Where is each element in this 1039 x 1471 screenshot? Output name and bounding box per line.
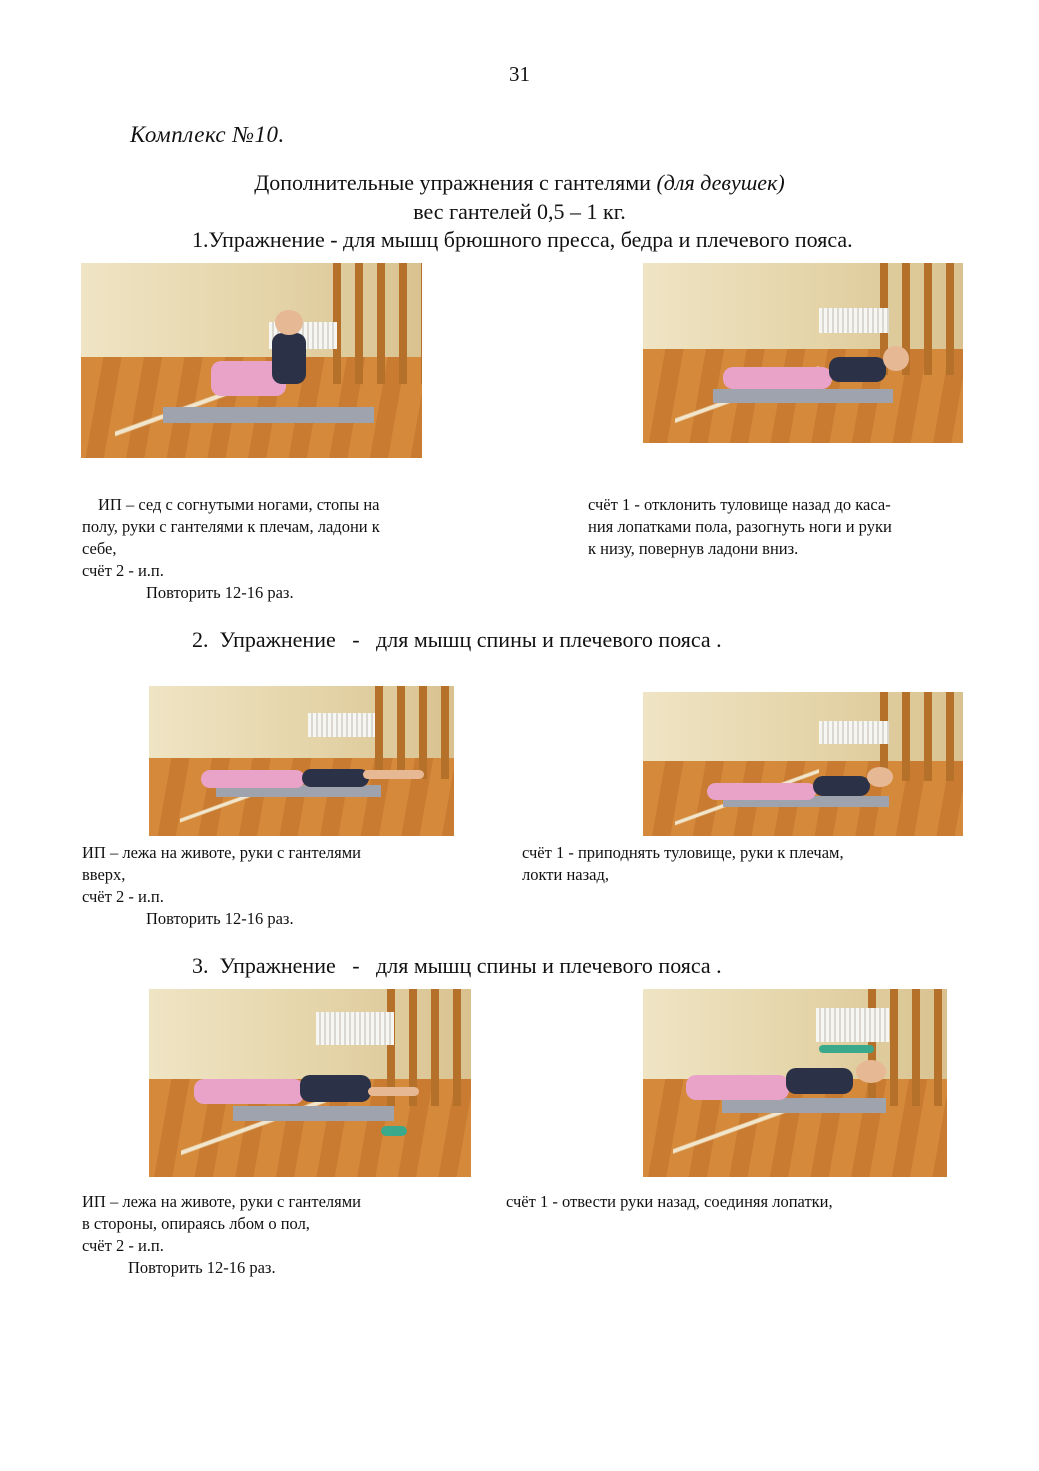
caption-line: локти назад, [522, 865, 609, 884]
exercise-1-start-photo [81, 263, 422, 458]
dumbbell-weight: вес гантелей 0,5 – 1 кг. [413, 199, 626, 224]
repeat-note: Повторить 12-16 раз. [128, 1258, 276, 1277]
caption-line: ИП – сед с согнутыми ногами, стопы на [98, 495, 380, 514]
exercise-3-start-caption [82, 1191, 522, 1279]
page-number: 31 [509, 62, 530, 86]
exercise-1-count-photo [643, 263, 963, 443]
repeat-note: Повторить 12-16 раз. [146, 583, 294, 602]
repeat-note: Повторить 12-16 раз. [146, 909, 294, 928]
exercise-2-count-photo [643, 692, 963, 836]
caption-line: себе, [82, 539, 117, 558]
caption-line: счёт 1 - приподнять туловище, руки к плечам, [522, 843, 844, 862]
complex-title: Комплекс №10. [130, 122, 285, 147]
exercise-3-heading: 3. Упражнение - для мышц спины и плечевого пояса . [192, 953, 722, 978]
exercise-1-start-caption [82, 494, 522, 604]
exercise-2-start-photo [149, 686, 454, 836]
caption-line: к низу, повернув ладони вниз. [588, 539, 799, 558]
exercise-3-count-photo [643, 989, 947, 1177]
exercise-1-count-caption [588, 494, 978, 560]
caption-line: счёт 2 - и.п. [82, 887, 164, 906]
caption-line: ИП – лежа на животе, руки с гантелями [82, 843, 361, 862]
caption-line: вверх, [82, 865, 126, 884]
caption-line: ния лопатками пола, разогнуть ноги и руки [588, 517, 892, 536]
caption-line: счёт 2 - и.п. [82, 1236, 164, 1255]
caption-line: ИП – лежа на животе, руки с гантелями [82, 1192, 361, 1211]
caption-line: счёт 1 - отвести руки назад, соединяя лопатки, [506, 1192, 833, 1211]
subtitle-main: Дополнительные упражнения с гантелями [254, 170, 651, 195]
subtitle [0, 170, 1039, 196]
exercise-2-count-caption [522, 842, 972, 886]
exercise-3-start-photo [149, 989, 471, 1177]
caption-line: полу, руки с гантелями к плечам, ладони к [82, 517, 380, 536]
exercise-3-count-caption [506, 1191, 976, 1213]
exercise-1-heading: 1.Упражнение - для мышц брюшного пресса, бедра и плечевого пояса. [192, 227, 853, 252]
exercise-2-heading: 2. Упражнение - для мышц спины и плечевого пояса . [192, 627, 722, 652]
exercise-2-start-caption [82, 842, 522, 930]
caption-line: в стороны, опираясь лбом о пол, [82, 1214, 310, 1233]
caption-line: счёт 1 - отклонить туловище назад до каса- [588, 495, 891, 514]
subtitle-italic: (для девушек) [656, 170, 785, 195]
caption-line: счёт 2 - и.п. [82, 561, 164, 580]
